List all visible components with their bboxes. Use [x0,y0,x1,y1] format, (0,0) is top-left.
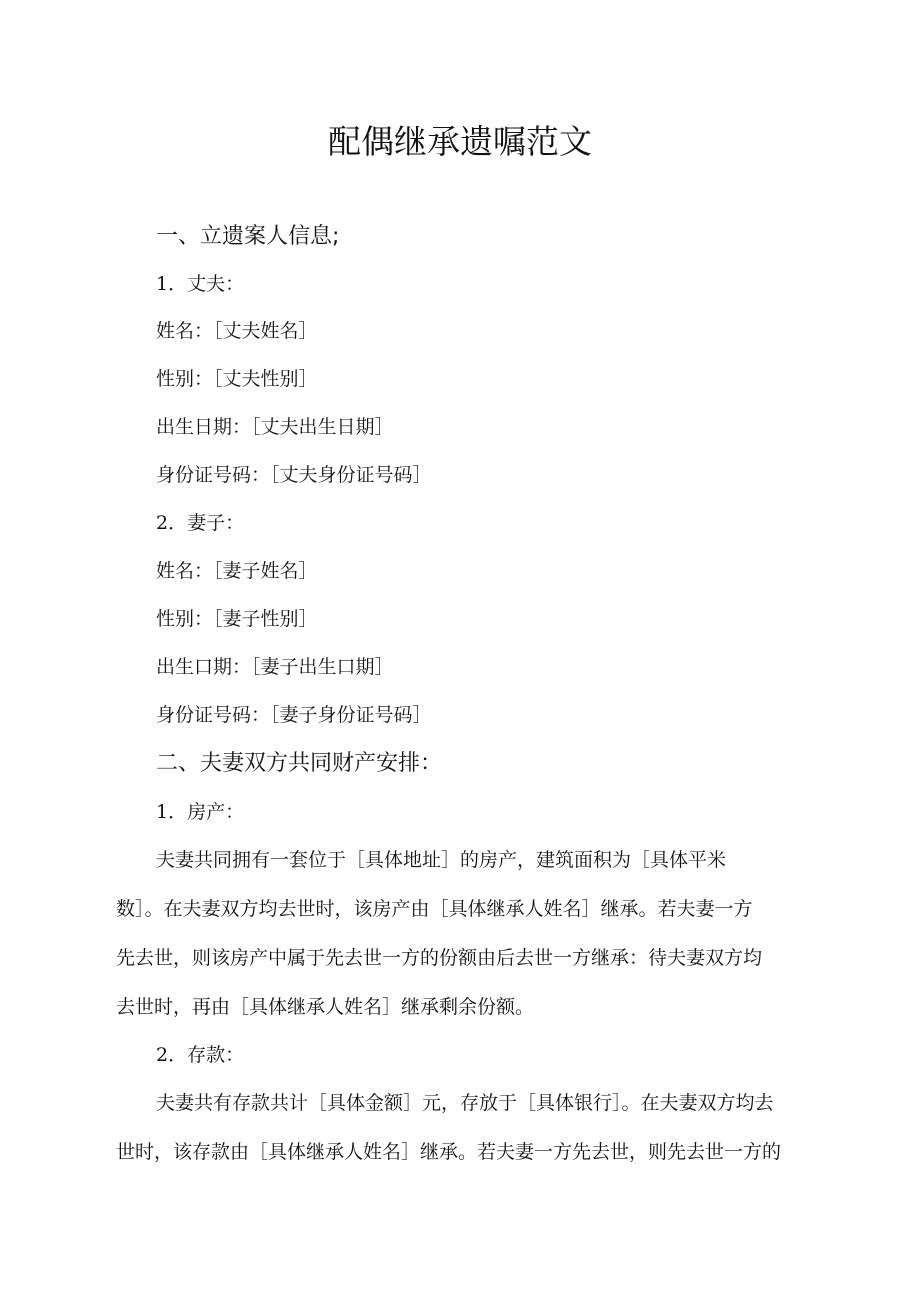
property-label: 1．房产： [156,801,245,823]
paragraph-line: 夫妻共有存款共计［具体金额］元，存放于［具体银行］。在夫妻双方均去 [156,1092,774,1114]
wife-gender: 性别：［妻子性别］ [156,608,318,630]
wife-name: 姓名：［妻子姓名］ [156,560,318,582]
paragraph-line: 世时，该存款由［具体继承人姓名］继承。若夫妻一方先去世，则先去世一方的 [116,1141,782,1163]
wife-birth-date: 出生口期：［妻子出生口期］ [156,656,394,678]
husband-gender: 性别：［丈夫性别］ [156,368,318,390]
husband-id-number: 身份证号码：［丈夫身份证号码］ [156,464,432,486]
paragraph-line: 数］。在夫妻双方均去世时，该房产由［具体继承人姓名］继承。若夫妻一方 [116,898,753,920]
document-title: 配偶继承遗嘱范文 [328,122,592,161]
paragraph-line: 夫妻共同拥有一套位于［具体地址］的房产，建筑面积为［具体平米 [156,849,727,871]
wife-label: 2．妻子： [156,512,245,534]
savings-label: 2．存款： [156,1044,245,1066]
section-heading-joint-property: 二、夫妻双方共同财产安排： [156,751,443,776]
section-heading-testator-info: 一、立遗案人信息; [156,224,340,249]
paragraph-line: 去世时，再由［具体继承人姓名］继承剩余份额。 [116,996,535,1018]
husband-label: 1．丈夫： [156,273,245,295]
husband-name: 姓名：［丈夫姓名］ [156,320,318,342]
paragraph-line: 先去世，则该房产中属于先去世一方的份额由后去世一方继承：待夫妻双方均 [116,947,763,969]
husband-birth-date: 出生日期：［丈夫出生日期］ [156,416,394,438]
wife-id-number: 身份证号码：［妻子身份证号码］ [156,704,432,726]
